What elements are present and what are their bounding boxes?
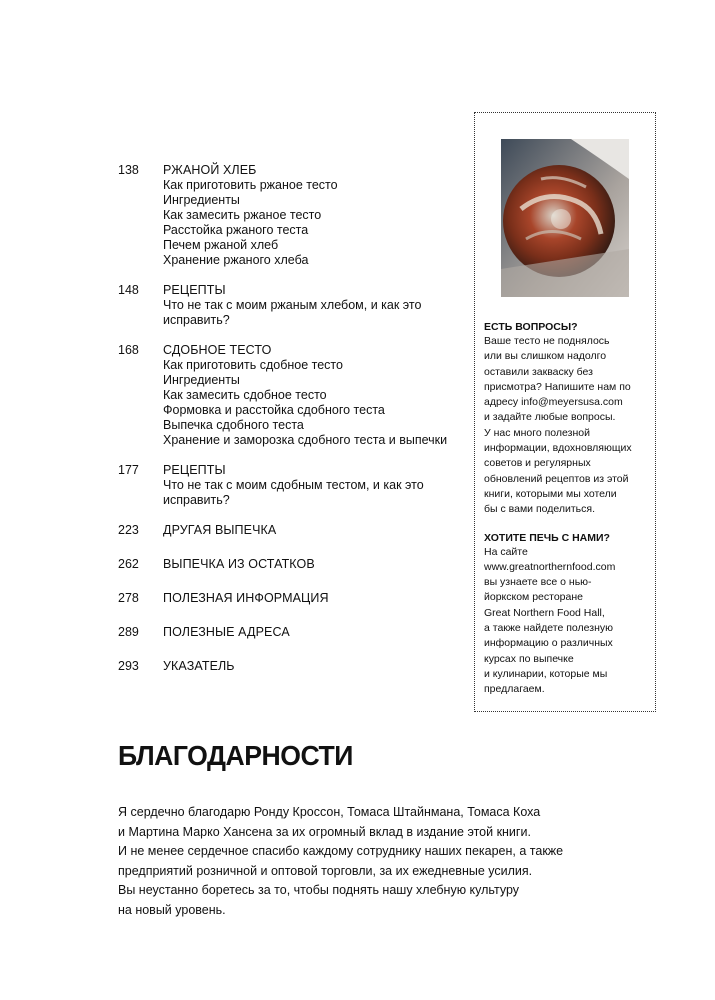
questions-text: Ваше тесто не поднялось или вы слишком надолго оставили закваску без присмотра? Напишите нам по адресу info@meyersusa.com и задайте любые вопросы. У нас много полезной информации, вдохновляющих советов и регулярных обновлений рецептов из этой книги, которыми мы хотели бы с вами поделиться. xyxy=(484,335,632,516)
toc-entry[interactable] xyxy=(118,625,458,640)
toc-page-number: 278 xyxy=(118,591,139,605)
toc-page-number: 177 xyxy=(118,463,139,477)
toc-subitem: Хранение и заморозка сдобного теста и выпечки xyxy=(163,433,448,447)
toc-subitem: Расстойка ржаного теста xyxy=(163,223,309,237)
toc-page-number: 289 xyxy=(118,625,139,639)
toc-subitem: исправить? xyxy=(163,313,230,327)
toc-section-title: РЕЦЕПТЫ xyxy=(163,283,226,297)
bake-with-us-text: На сайте www.greatnorthernfood.com вы узнаете все о нью- йоркском ресторане Great Northern Food Hall, а также найдете полезную информацию о различных курсах по выпечке и кулинарии, которые мы предлагаем. xyxy=(484,545,616,696)
toc-subitem: Как замесить сдобное тесто xyxy=(163,388,327,402)
acknowledgements-paragraph: Я сердечно благодарю Ронду Кроссон, Томаса Штайнмана, Томаса Коха и Мартина Марко Хансена за их огромный вклад в издание этой книги. И не менее сердечное спасибо каждому сотруднику наших пекарен, а также предприятий розничной и оптовой торговли, за их ежедневные усилия. Вы неустанно боретесь за то, чтобы поднять нашу хлебную культуру на новый уровень. xyxy=(118,805,564,917)
toc-section-title: СДОБНОЕ ТЕСТО xyxy=(163,343,272,357)
toc-subitem: Что не так с моим сдобным тестом, и как это xyxy=(163,478,424,492)
toc-entry[interactable] xyxy=(118,557,458,572)
toc-section-title: ПОЛЕЗНЫЕ АДРЕСА xyxy=(163,625,290,639)
toc-page-number: 148 xyxy=(118,283,139,297)
toc-page-number: 223 xyxy=(118,523,139,537)
toc-section-title: ВЫПЕЧКА ИЗ ОСТАТКОВ xyxy=(163,557,315,571)
toc-section-title: ПОЛЕЗНАЯ ИНФОРМАЦИЯ xyxy=(163,591,329,605)
toc-subitem: Печем ржаной хлеб xyxy=(163,238,279,252)
toc-entry[interactable] xyxy=(118,283,458,328)
toc-subitem: Выпечка сдобного теста xyxy=(163,418,304,432)
toc-subitem: Хранение ржаного хлеба xyxy=(163,253,309,267)
toc-page-number: 293 xyxy=(118,659,139,673)
toc-entry[interactable] xyxy=(118,523,458,538)
sidebar-box xyxy=(474,112,656,712)
toc-entry[interactable] xyxy=(118,163,458,268)
bread-loaf-photo-icon xyxy=(501,139,629,297)
table-of-contents xyxy=(118,163,458,693)
toc-subitem: Ингредиенты xyxy=(163,373,240,387)
bake-with-us-heading: ХОТИТЕ ПЕЧЬ С НАМИ? xyxy=(484,531,610,544)
toc-entry[interactable] xyxy=(118,343,458,448)
toc-entry[interactable] xyxy=(118,591,458,606)
toc-page-number: 262 xyxy=(118,557,139,571)
toc-section-title: РЖАНОЙ ХЛЕБ xyxy=(163,163,257,177)
questions-heading: ЕСТЬ ВОПРОСЫ? xyxy=(484,321,578,333)
toc-section-title: УКАЗАТЕЛЬ xyxy=(163,659,235,673)
toc-section-title: РЕЦЕПТЫ xyxy=(163,463,226,477)
toc-subitem: Как приготовить ржаное тесто xyxy=(163,178,338,192)
toc-subitem: Как приготовить сдобное тесто xyxy=(163,358,343,372)
toc-subitem: Ингредиенты xyxy=(163,193,240,207)
toc-page-number: 168 xyxy=(118,343,139,357)
toc-entry[interactable] xyxy=(118,463,458,508)
toc-section-title: ДРУГАЯ ВЫПЕЧКА xyxy=(163,523,277,537)
toc-page-number: 138 xyxy=(118,163,139,177)
toc-entry[interactable] xyxy=(118,659,458,674)
toc-subitem: исправить? xyxy=(163,493,230,507)
acknowledgements-heading: БЛАГОДАРНОСТИ xyxy=(118,740,353,771)
toc-subitem: Что не так с моим ржаным хлебом, и как это xyxy=(163,298,422,312)
toc-subitem: Формовка и расстойка сдобного теста xyxy=(163,403,385,417)
toc-subitem: Как замесить ржаное тесто xyxy=(163,208,322,222)
